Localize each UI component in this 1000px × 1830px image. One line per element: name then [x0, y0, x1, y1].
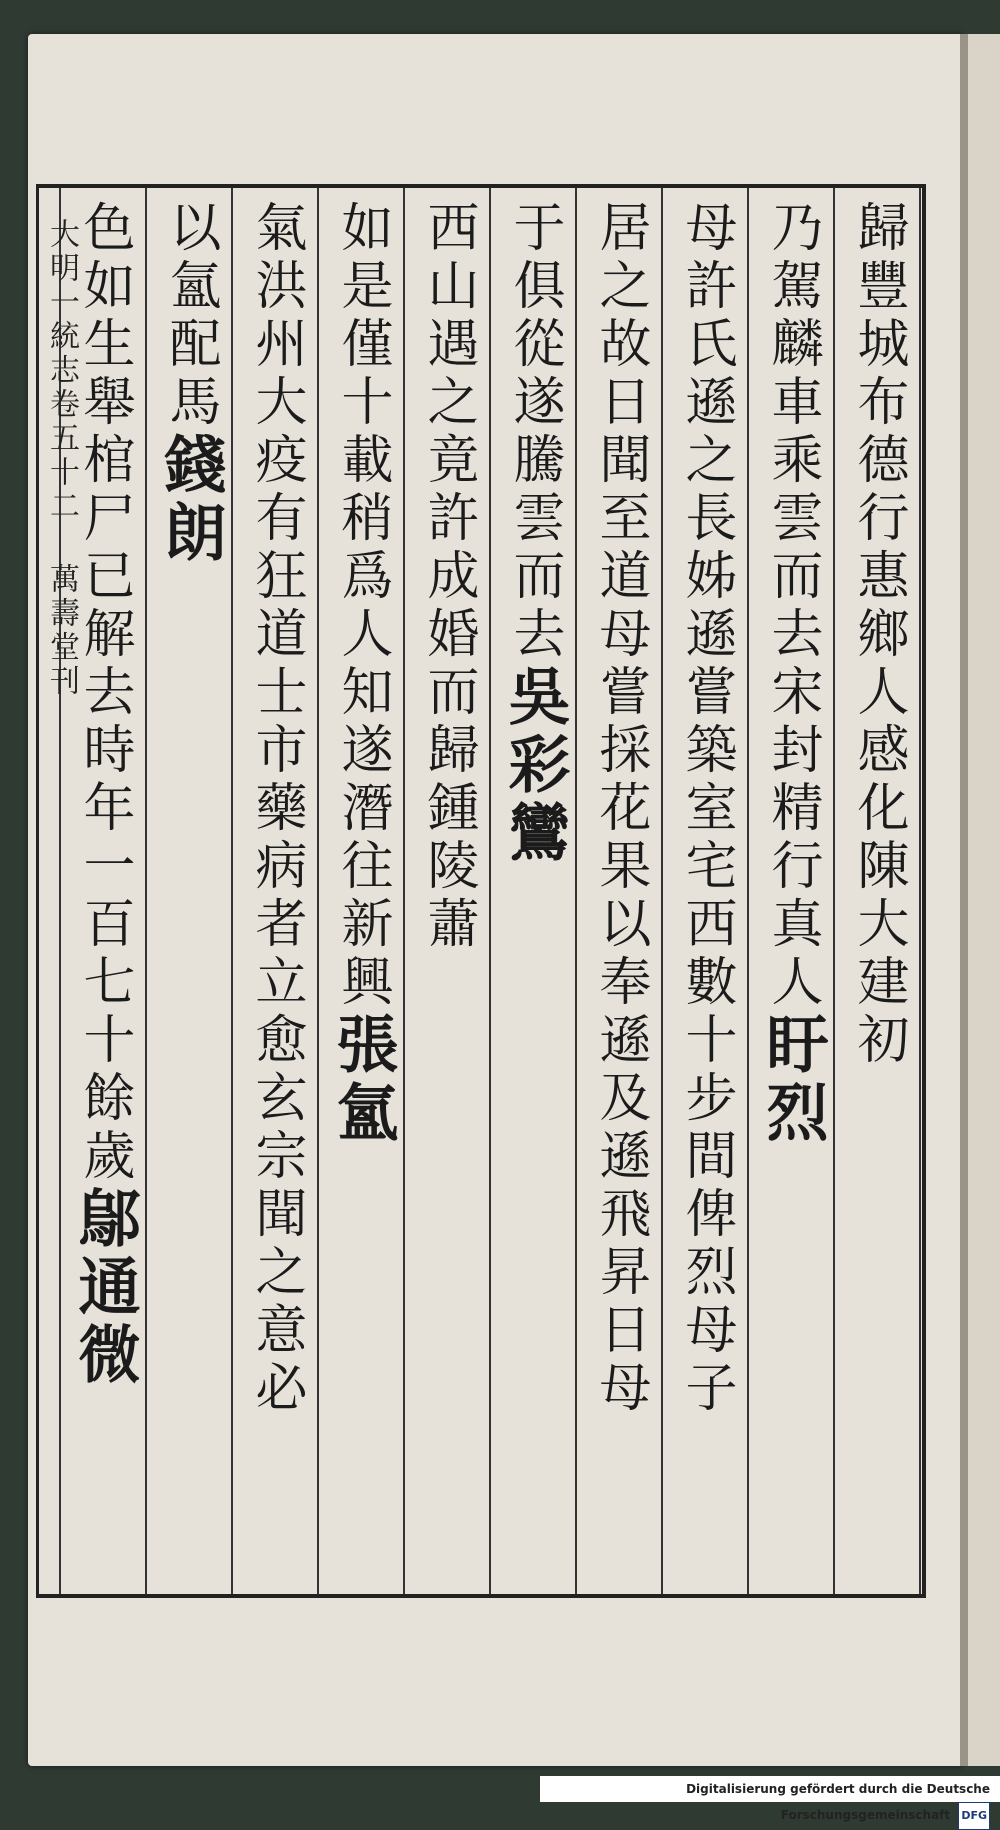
digitization-credit [540, 1776, 1000, 1822]
column-text: 乃駕麟車乘雲而去宋封精行真人盱烈 [756, 200, 829, 1148]
text-column [577, 188, 663, 1594]
text-column [233, 188, 319, 1594]
entry-name: 錢朗 [154, 432, 227, 568]
column-text: 西山遇之竟許成婚而歸鍾陵蕭 [418, 200, 478, 954]
dfg-logo: DFG [958, 1802, 990, 1830]
column-text: 氣洪州大疫有狂道士市藥病者立愈玄宗聞之意必 [246, 200, 306, 1418]
column-text: 于俱從遂騰雲而去吳彩鸞 [498, 200, 571, 868]
entry-name: 鄔通微 [68, 1186, 141, 1390]
entry-name: 盱烈 [756, 1012, 829, 1148]
facing-page-edge [968, 34, 1000, 1766]
text-column [835, 188, 921, 1594]
text-frame [36, 184, 926, 1598]
text-column [491, 188, 577, 1594]
column-text: 如是僅十載稍爲人知遂潛往新興張氳 [326, 200, 399, 1148]
text-column [663, 188, 749, 1594]
column-text: 居之故日聞至道母嘗採花果以奉遜及遜飛昇日母 [590, 200, 650, 1418]
text-column [749, 188, 835, 1594]
text-column [61, 188, 147, 1594]
credit-text: Digitalisierung gefördert durch die Deutsche Forschungsgemeinschaft [686, 1782, 990, 1822]
page-gutter [39, 188, 79, 1594]
text-column [319, 188, 405, 1594]
entry-name: 吳彩鸞 [498, 664, 571, 868]
column-text: 歸豐城布德行惠鄉人感化陳大建初 [848, 200, 908, 1070]
column-text: 色如生舉棺尸已解去時年一百七十餘歲鄔通微 [68, 200, 141, 1390]
column-text: 以氳配馬錢朗 [154, 200, 227, 568]
text-column [147, 188, 233, 1594]
entry-name: 張氳 [326, 1012, 399, 1148]
text-column [405, 188, 491, 1594]
gutter-text: 大明一統志卷五十二 萬壽堂刊 [44, 218, 79, 699]
column-text: 母許氏遜之長姊遜嘗築室宅西數十步間俾烈母子 [676, 200, 736, 1418]
